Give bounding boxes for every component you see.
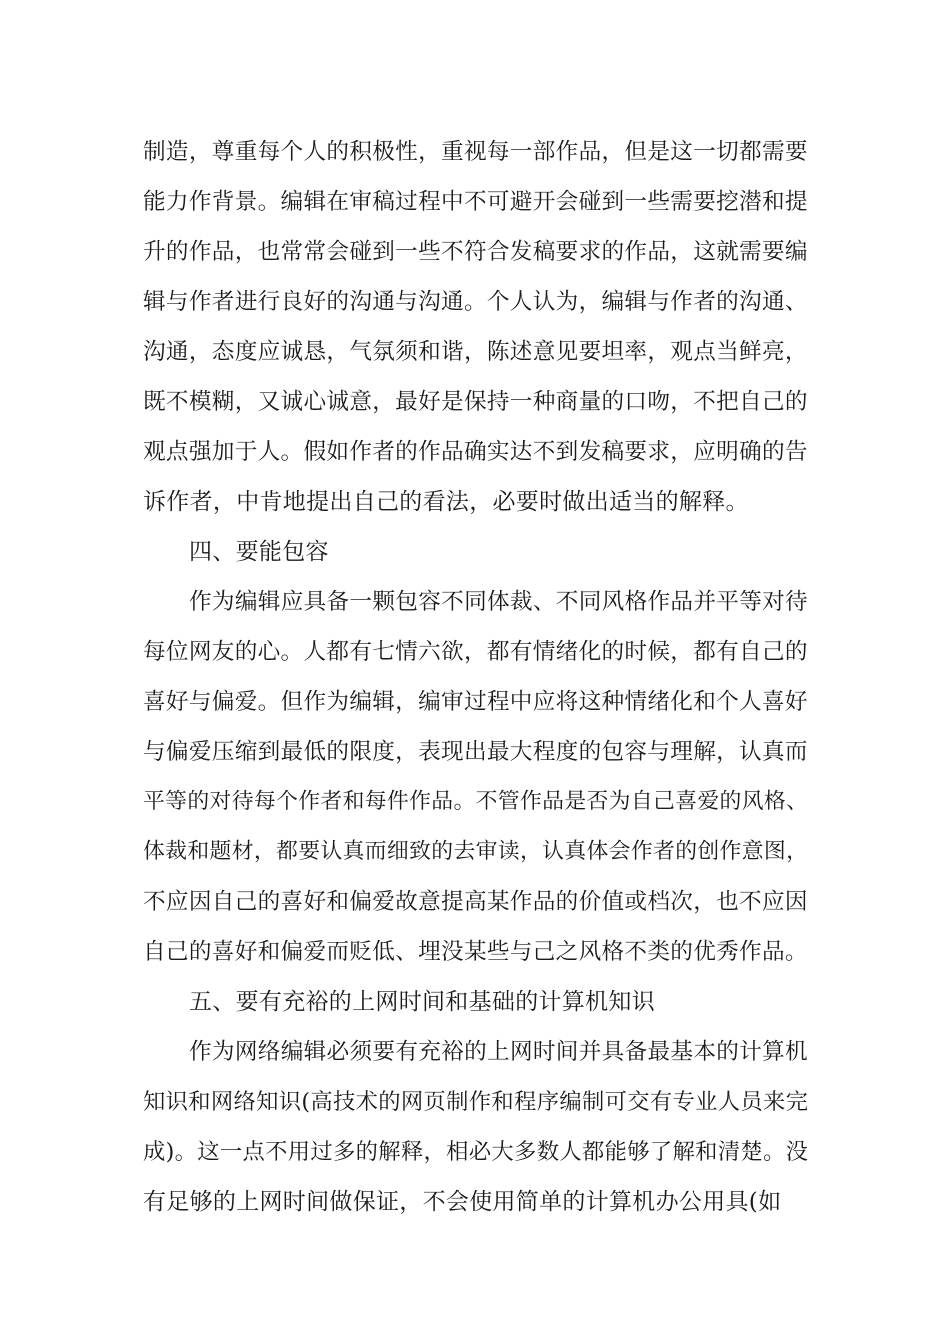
paragraph-line: 作为网络编辑必须要有充裕的上网时间并具备最基本的计算机 bbox=[189, 1039, 808, 1065]
paragraph-line: 作为编辑应具备一颗包容不同体裁、不同风格作品并平等对待 bbox=[189, 589, 808, 615]
paragraph-line: 沟通，态度应诚恳，气氛须和谐，陈述意见要坦率，观点当鲜亮， bbox=[143, 339, 808, 365]
paragraph-line: 平等的对待每个作者和每件作品。不管作品是否为自己喜爱的风格、 bbox=[143, 789, 809, 814]
paragraph-line: 辑与作者进行良好的沟通与沟通。个人认为，编辑与作者的沟通、 bbox=[143, 289, 808, 315]
paragraph-line: 能力作背景。编辑在审稿过程中不可避开会碰到一些需要挖潜和提 bbox=[143, 189, 808, 215]
paragraph-line: 每位网友的心。人都有七情六欲，都有情绪化的时候，都有自己的 bbox=[143, 639, 808, 665]
paragraph-line: 成)。这一点不用过多的解释，相必大多数人都能够了解和清楚。没 bbox=[143, 1139, 809, 1165]
section-heading: 五、要有充裕的上网时间和基础的计算机知识 bbox=[189, 989, 655, 1015]
section-heading: 四、要能包容 bbox=[189, 539, 329, 565]
paragraph-line: 既不模糊，又诚心诚意，最好是保持一种商量的口吻，不把自己的 bbox=[143, 389, 808, 415]
paragraph-line: 知识和网络知识(高技术的网页制作和程序编制可交有专业人员来完 bbox=[143, 1089, 809, 1115]
paragraph-line: 不应因自己的喜好和偏爱故意提高某作品的价值或档次，也不应因 bbox=[143, 889, 808, 915]
paragraph-line: 自己的喜好和偏爱而贬低、埋没某些与己之风格不类的优秀作品。 bbox=[143, 939, 808, 965]
paragraph-line: 诉作者，中肯地提出自己的看法，必要时做出适当的解释。 bbox=[143, 489, 749, 515]
paragraph-line: 有足够的上网时间做保证，不会使用简单的计算机办公用具(如 bbox=[143, 1189, 782, 1215]
paragraph-line: 观点强加于人。假如作者的作品确实达不到发稿要求，应明确的告 bbox=[143, 439, 808, 465]
paragraph-line: 与偏爱压缩到最低的限度，表现出最大程度的包容与理解，认真而 bbox=[143, 739, 808, 765]
paragraph-line: 体裁和题材，都要认真而细致的去审读，认真体会作者的创作意图， bbox=[143, 839, 809, 864]
paragraph-line: 喜好与偏爱。但作为编辑，编审过程中应将这种情绪化和个人喜好 bbox=[143, 689, 808, 715]
paragraph-line: 升的作品，也常常会碰到一些不符合发稿要求的作品，这就需要编 bbox=[143, 239, 808, 265]
paragraph-line: 制造，尊重每个人的积极性，重视每一部作品，但是这一切都需要 bbox=[143, 139, 808, 165]
